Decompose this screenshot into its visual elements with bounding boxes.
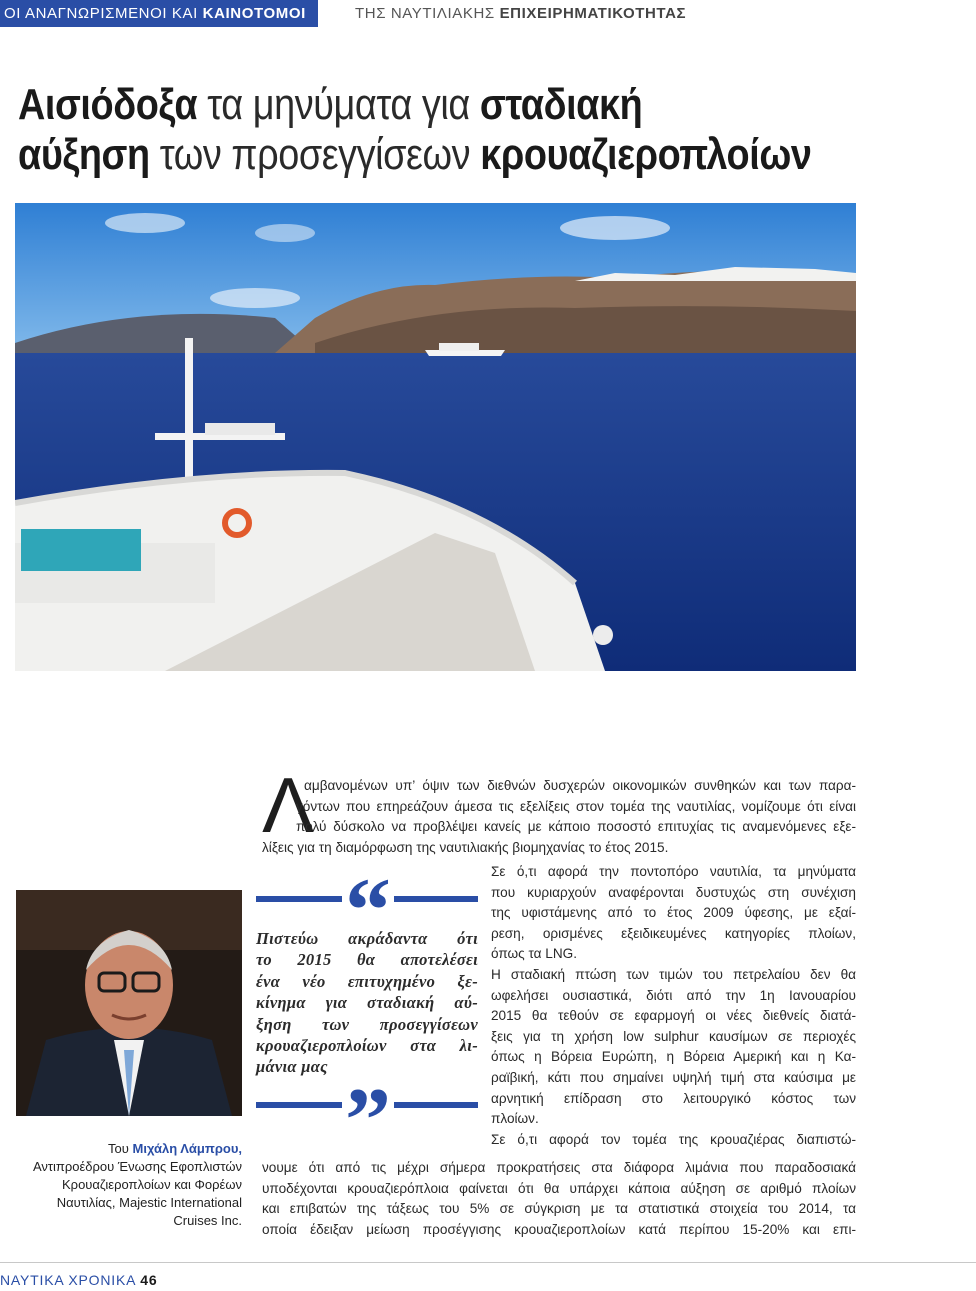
- pull-quote-text: [256, 928, 478, 1078]
- intro-line: αμβανομένων υπ’ όψιν των διεθνών δυσχερών οικονομικών συνθηκών και των παρα-: [304, 778, 856, 793]
- body-line: Η σταδιακή πτώση των τιμών του πετρελαίου δεν θα: [491, 966, 856, 982]
- body-line: υποδέχονται κρουαζιερόπλοια φαίνεται ότι θα υπάρχει κάποια αύξηση σε αριθμό πλοίων: [262, 1180, 856, 1196]
- author-caption: [16, 1140, 242, 1230]
- body-line: ραϊβική, κάτι που σημαίνει υψηλή τιμή στα καύσιμα με: [491, 1069, 856, 1085]
- body-line: όπως η Βόρεια Ευρώπη, η Βόρεια Αμερική και η Κα-: [491, 1049, 856, 1065]
- pull-quote-line: κίνημα για σταδιακή αύ-: [256, 993, 478, 1013]
- footer-divider: [0, 1262, 976, 1263]
- intro-line: γόντων που επηρεάζουν άμεσα τις εξελίξεις στον τομέα της ναυτιλίας, νομίζουμε ότι είναι: [296, 798, 856, 814]
- section-tag-text: ΟΙ ΑΝΑΓΝΩΡΙΣΜΕΝΟΙ ΚΑΙ: [4, 5, 203, 22]
- title-line-2: [18, 130, 812, 180]
- author-name: Μιχάλη Λάμπρου,: [132, 1141, 242, 1156]
- body-line: Σε ό,τι αφορά την ποντοπόρο ναυτιλία, τα μηνύματα: [491, 864, 856, 879]
- title-word: των προσεγγίσεων: [149, 130, 481, 179]
- body-line: ξεις για τη χρήση low sulphur καυσίμων σε περιοχές: [491, 1028, 856, 1044]
- pull-quote: [256, 859, 478, 1171]
- section-header: [0, 0, 976, 27]
- body-line: πλοίων.: [491, 1111, 539, 1127]
- author-photo-illustration: [16, 890, 242, 1116]
- caption-line: Κρουαζιεροπλοίων και Φορέων: [62, 1177, 242, 1192]
- intro-line: λίξεις για τη διαμόρφωση της ναυτιλιακής βιομηχανίας το έτος 2015.: [262, 839, 669, 855]
- intro-line: πολύ δύσκολο να προβλέψει κανείς με κάποιο ποσοστό επιτυχίας τις αναμενόμενες εξε-: [296, 819, 856, 835]
- title-word: κρουαζιεροπλοίων: [480, 130, 812, 179]
- title-word: Αισιόδοξα: [18, 80, 198, 129]
- body-line: οποία έδειξαν μείωση προσέγγισης κρουαζιεροπλοίων κατά περίπου 15-20% και επι-: [262, 1221, 856, 1237]
- section-tag-bold: ΚΑΙΝΟΤΟΜΟΙ: [202, 5, 306, 22]
- section-subtitle-text: ΤΗΣ ΝΑΥΤΙΛΙΑΚΗΣ: [355, 5, 500, 22]
- close-quote-icon: ”: [342, 1080, 394, 1120]
- page-number: 46: [140, 1272, 158, 1288]
- body-line: 2015 θα τεθούν σε εφαρμογή οι νέες διεθνείς διατά-: [491, 1008, 856, 1024]
- cruise-ship-photo: [15, 203, 856, 671]
- magazine-name: ΝΑΥΤΙΚΑ ΧΡΟΝΙΚΑ: [0, 1272, 137, 1288]
- caption-prefix: Του: [108, 1141, 133, 1156]
- open-quote-icon: “: [342, 860, 394, 916]
- body-line: και επιβατών της τάξεως του 5% σε σύγκριση με τα στατιστικά στοιχεία του 2014, τα: [262, 1201, 856, 1217]
- pull-quote-line: Πιστεύω ακράδαντα ότι: [256, 929, 478, 948]
- body-line: που κυριαρχούν αναφέρονται δυστυχώς στη συνέχιση: [491, 884, 856, 900]
- pull-quote-line: ένα νέο επιτυχημένο ξε-: [256, 971, 478, 991]
- pull-quote-line: το 2015 θα αποτελέσει: [256, 950, 478, 970]
- title-line-1: [18, 80, 792, 130]
- body-line: όπως τα LNG.: [491, 946, 578, 962]
- author-portrait: [16, 890, 242, 1116]
- pull-quote-line: μάνια μας: [256, 1057, 328, 1077]
- title-word: αύξηση: [18, 130, 150, 179]
- article-title: [18, 80, 918, 180]
- body-line: νουμε ότι από τις μέχρι σήμερα προκρατήσεις στα διάφορα λιμάνια που παραδοσιακά: [262, 1160, 856, 1175]
- body-line: αρνητική επίδραση στο λειτουργικό κόστος των: [491, 1090, 856, 1106]
- section-tag: [0, 0, 318, 27]
- caption-line: Αντιπροέδρου Ένωσης Εφοπλιστών: [32, 1159, 242, 1174]
- article-right-column: [491, 862, 856, 1150]
- page-footer: [0, 1270, 157, 1290]
- title-word: σταδιακή: [479, 80, 643, 129]
- body-line: ωφελήσει ουσιαστικά, διότι από την 1η Ιανουαρίου: [491, 987, 856, 1003]
- pull-quote-line: κρουαζιεροπλοίων στα λι-: [256, 1036, 478, 1056]
- section-subtitle-bold: ΕΠΙΧΕΙΡΗΜΑΤΙΚΟΤΗΤΑΣ: [499, 5, 687, 22]
- caption-line: Cruises Inc.: [173, 1213, 242, 1228]
- caption-line: [16, 1140, 242, 1158]
- body-line: ρεση, ορισμένες εξειδικευμένες κατηγορίες πλοίων,: [491, 925, 856, 941]
- caption-line: Ναυτιλίας, Majestic International: [56, 1195, 242, 1210]
- body-line: Σε ό,τι αφορά τον τομέα της κρουαζιέρας διαπιστώ-: [491, 1131, 856, 1147]
- pull-quote-line: ξηση των προσεγγίσεων: [256, 1014, 478, 1034]
- drop-cap: Λ: [262, 761, 315, 849]
- article-bottom-text: [262, 1158, 856, 1240]
- santorini-bow-illustration: [15, 203, 856, 671]
- body-line: της υφιστάμενης από το έτος 2009 ύφεσης, με εξαί-: [491, 905, 856, 921]
- title-word: τα μηνύματα για: [197, 80, 480, 129]
- section-subtitle: [355, 0, 686, 27]
